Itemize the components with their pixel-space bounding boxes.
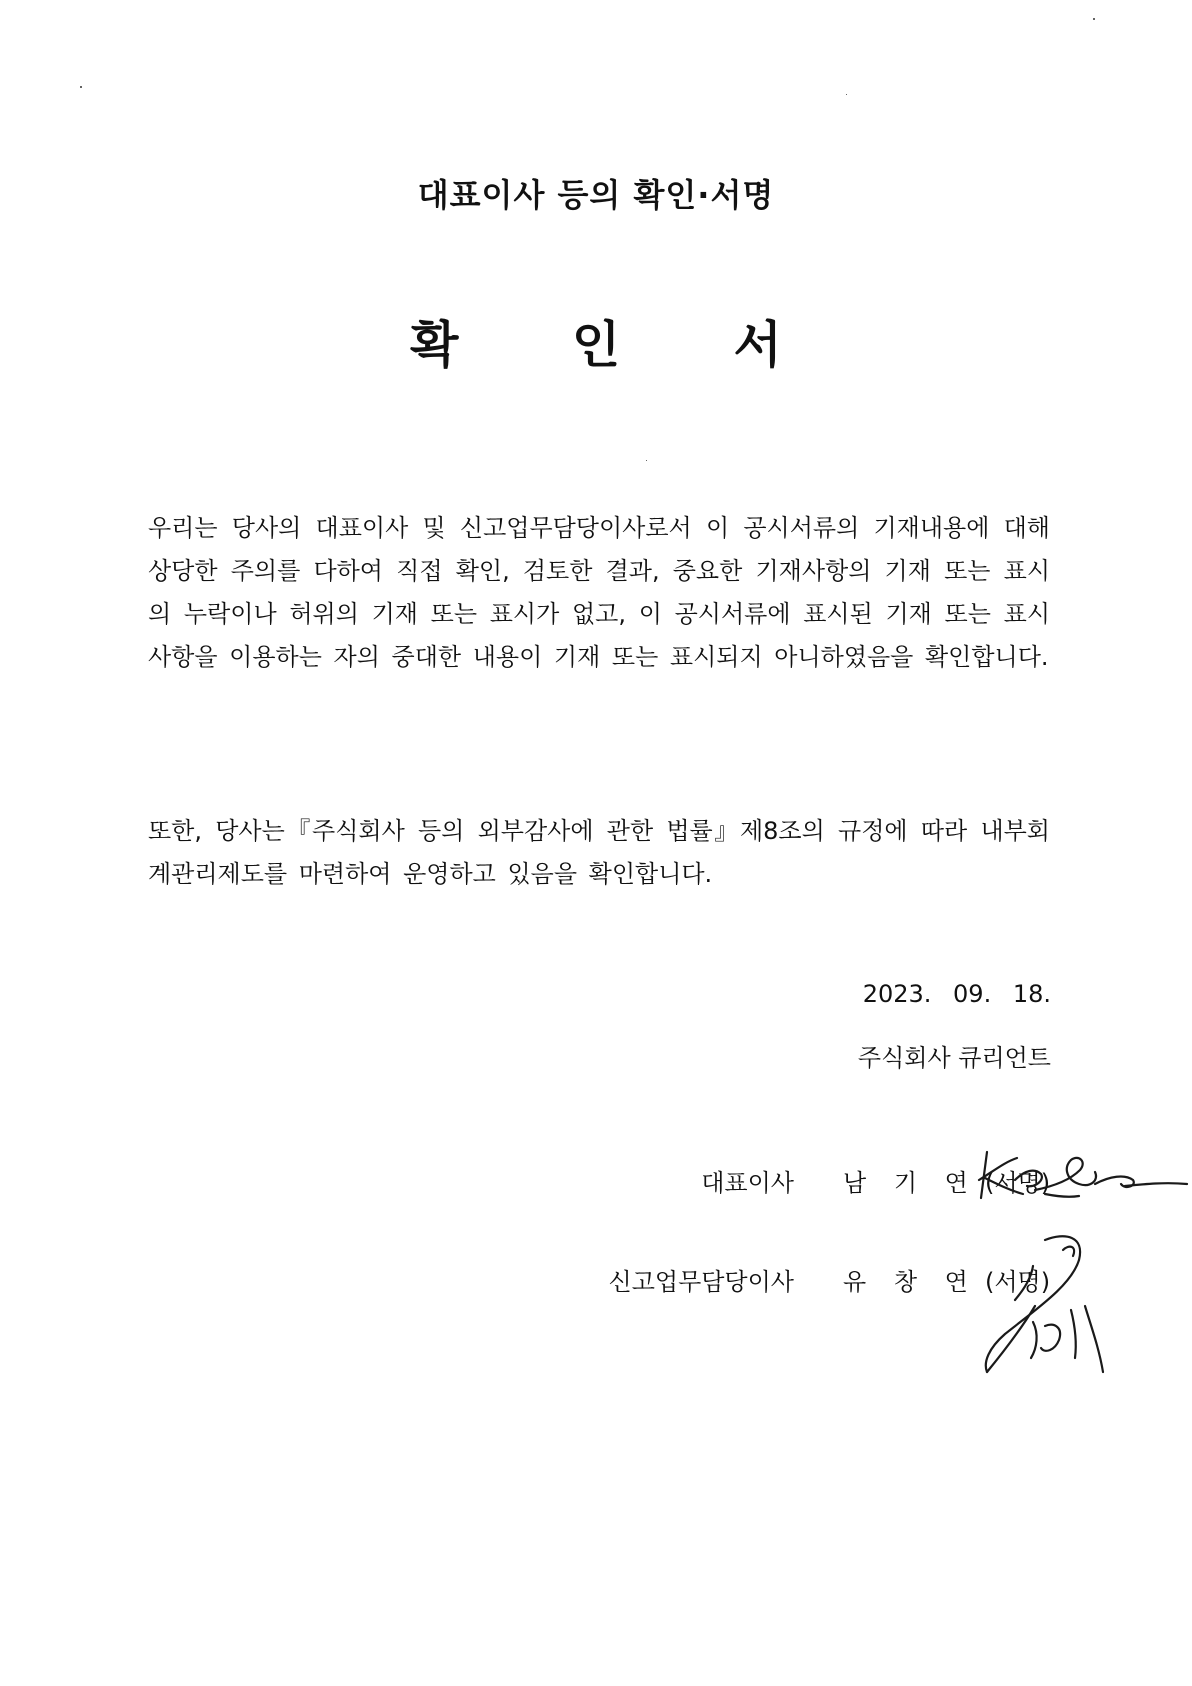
scan-speck xyxy=(846,94,847,95)
signatory-name: 남 기 연 xyxy=(843,1169,978,1197)
signature-placeholder: (서명) xyxy=(985,1268,1051,1296)
scan-speck xyxy=(1093,18,1095,20)
internal-control-paragraph: 또한, 당사는『주식회사 등의 외부감사에 관한 법률』제8조의 규정에 따라 내부회계관리제도를 마련하여 운영하고 있음을 확인합니다. xyxy=(148,817,1050,888)
signature-placeholder: (서명) xyxy=(985,1169,1051,1197)
signatory-name: 유 창 연 xyxy=(843,1268,978,1296)
company-name: 주식회사 큐리언트 xyxy=(857,1044,1051,1072)
confirmation-paragraph: 우리는 당사의 대표이사 및 신고업무담당이사로서 이 공시서류의 기재내용에 대해 상당한 주의를 다하여 직접 확인, 검토한 결과, 중요한 기재사항의 기재 또는 표시의 누락이나 허위의 기재 또는 표시가 없고, 이 공시서류에 표시된 기재 또는 표시사항을 이용하는 자의 중대한 내용이 기재 또는 표시되지 아니하였음을 확인합니다. xyxy=(148,514,1050,671)
document-heading: 대표이사 등의 확인·서명 xyxy=(417,176,775,214)
scan-speck xyxy=(80,86,82,88)
document-date: 2023. 09. 18. xyxy=(862,980,1051,1008)
main-title: 확 인 서 xyxy=(410,316,830,374)
signatory-role: 신고업무담당이사 xyxy=(608,1268,794,1296)
handwritten-signature-disclosure-officer xyxy=(975,1230,1115,1380)
scan-speck xyxy=(646,460,647,461)
signatory-role: 대표이사 xyxy=(701,1169,794,1197)
